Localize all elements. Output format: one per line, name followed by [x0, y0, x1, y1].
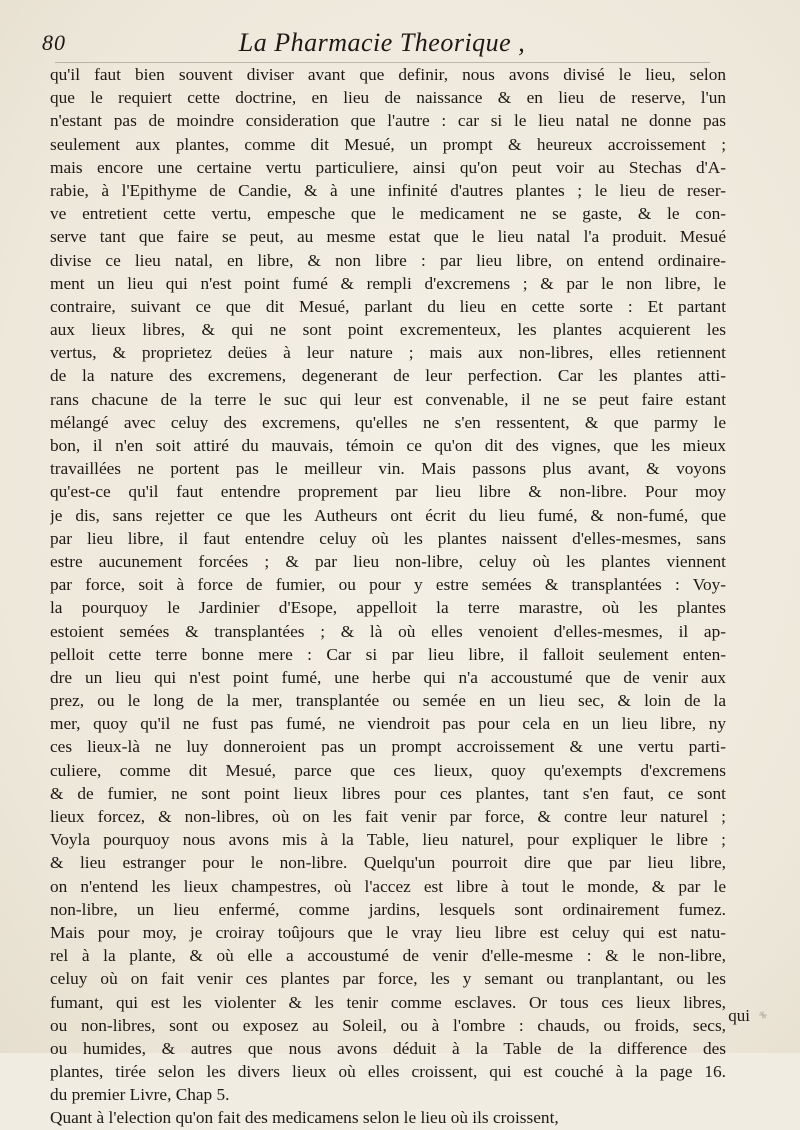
text-line: rans chacune de la terre le suc qui leur est convenable, il ne se peut faire estant	[50, 389, 726, 409]
text-line: ment un lieu qui n'est point fumé & rempli d'excremens ; & par le non libre, le	[50, 273, 726, 293]
text-line: serve tant que faire se peut, au mesme estat que le lieu natal l'a produit. Mesué	[50, 227, 726, 247]
text-line: ou non-libres, sont ou exposez au Soleil, ou à l'ombre : chauds, ou froids, secs,	[50, 1015, 726, 1035]
text-line: mélangé avec celuy des excremens, qu'elles ne s'en ressentent, & que parmy le	[50, 412, 726, 432]
text-line: dre un lieu qui n'est point fumé, une herbe qui n'a accoustumé que de venir aux	[50, 667, 726, 687]
text-line: du premier Livre, Chap 5.	[50, 1085, 230, 1105]
text-line: Mais pour moy, je croiray toûjours que le vray lieu libre est celuy qui est natu-	[50, 922, 726, 942]
text-line: rabie, à l'Epithyme de Candie, & à une infinité d'autres plantes ; le lieu de reser-	[50, 180, 726, 200]
text-line: la pourquoy le Jardinier d'Esope, appelloit la terre marastre, où les plantes	[50, 598, 726, 618]
text-line: travaillées ne portent pas le meilleur vin. Mais passons plus avant, & voyons	[50, 459, 726, 479]
text-line: on n'entend les lieux champestres, où l'accez est libre à tout le monde, & par le	[50, 876, 726, 896]
text-line: ces lieux-là ne luy donneroient pas un prompt accroissement & une vertu parti-	[50, 737, 726, 757]
body-text	[50, 63, 726, 1130]
text-line: lieux forcez, & non-libres, où on les fait venir par force, & contre leur naturel ;	[50, 807, 726, 826]
text-line: que le requiert cette doctrine, en lieu de naissance & en lieu de reserve, l'un	[50, 88, 726, 108]
text-line: n'estant pas de moindre consideration que l'autre : car si le lieu natal ne donne pas	[50, 111, 726, 131]
page-number: 80	[42, 30, 66, 55]
text-line: pelloit cette terre bonne mere : Car si par lieu libre, il falloit seulement enten-	[50, 644, 726, 664]
text-line: mais encore une certaine vertu particuliere, ainsi qu'on peut voir au Stechas d'A-	[50, 157, 726, 177]
text-line: vertus, & proprietez deües à leur nature ; mais aux non-libres, elles retiennent	[50, 343, 726, 363]
text-line: prez, ou le long de la mer, transplantée ou semée en un lieu sec, & loin de la	[50, 691, 726, 711]
text-line: fumant, qui est les violenter & les tenir comme esclaves. Or tous ces lieux libres,	[50, 992, 726, 1012]
text-line: Quant à l'election qu'on fait des medicamens selon le lieu où ils croissent,	[50, 1108, 559, 1128]
text-line: estre aucunement forcées ; & par lieu non-libre, celuy où les plantes viennent	[50, 551, 726, 571]
text-line: bon, il n'en soit attiré du mauvais, témoin ce qu'on dit des vignes, que les mieux	[50, 436, 726, 455]
text-line: aux lieux libres, & qui ne sont point excrementeux, les plantes acquierent les	[50, 320, 726, 340]
text-line: & de fumier, ne sont point lieux libres pour ces plantes, tant s'en faut, ce sont	[50, 783, 726, 803]
text-line: par lieu libre, il faut entendre celuy où les plantes naissent d'elles-mesmes, sans	[50, 528, 726, 548]
text-line: Voyla pourquoy nous avons mis à la Table, lieu naturel, pour expliquer le libre ;	[50, 830, 726, 850]
text-line: celuy où on fait venir ces plantes par force, les y semant ou tranplantant, ou les	[50, 969, 726, 989]
text-line: rel à la plante, & où elle a accoustumé de venir d'elle-mesme : & le non-libre,	[50, 946, 726, 966]
text-line: mer, quoy qu'il ne fust pas fumé, ne viendroit pas pour cela en un lieu libre, ny	[50, 714, 726, 734]
text-line: non-libre, un lieu enfermé, comme jardins, lesquels sont ordinairement fumez.	[50, 899, 726, 919]
page-header	[42, 22, 722, 66]
text-line: seulement aux plantes, comme dit Mesué, un prompt & heureux accroissement ;	[50, 134, 726, 154]
text-line: de la nature des excremens, degenerant de leur perfection. Car les plantes atti-	[50, 366, 726, 386]
text-line: contraire, suivant ce que dit Mesué, parlant du lieu en cette sorte : Et partant	[50, 296, 726, 316]
text-line: plantes, tirée selon les divers lieux où elles croissent, qui est couché à la page 16.	[50, 1062, 726, 1082]
text-line: ou humides, & autres que nous avons déduit à la Table de la difference des	[50, 1038, 726, 1058]
text-line: ve entretient cette vertu, empesche que le medicament ne se gaste, & le con-	[50, 204, 726, 224]
text-line: par force, soit à force de fumier, ou pour y estre semées & transplantées : Voy-	[50, 575, 726, 595]
text-line: qu'il faut bien souvent diviser avant que definir, nous avons divisé le lieu, selon	[50, 65, 726, 84]
running-title: La Pharmacie Theorique ,	[238, 28, 526, 57]
catchword: qui	[728, 1006, 750, 1025]
text-line: estoient semées & transplantées ; & là où elles venoient d'elles-mesmes, il ap-	[50, 621, 726, 641]
text-line: culiere, comme dit Mesué, parce que ces lieux, quoy qu'exempts d'excremens	[50, 760, 726, 780]
text-line: qu'est-ce qu'il faut entendre proprement par lieu libre & non-libre. Pour moy	[50, 482, 726, 502]
text-line: & lieu estranger pour le non-libre. Quelqu'un pourroit dire que par lieu libre,	[50, 853, 726, 873]
text-line: je dis, sans rejetter ce que les Autheurs ont écrit du lieu fumé, & non-fumé, que	[50, 505, 726, 525]
ink-speck-icon	[758, 1010, 768, 1020]
text-line: divise ce lieu natal, en libre, & non libre : par lieu libre, on entend ordinaire-	[50, 250, 726, 270]
